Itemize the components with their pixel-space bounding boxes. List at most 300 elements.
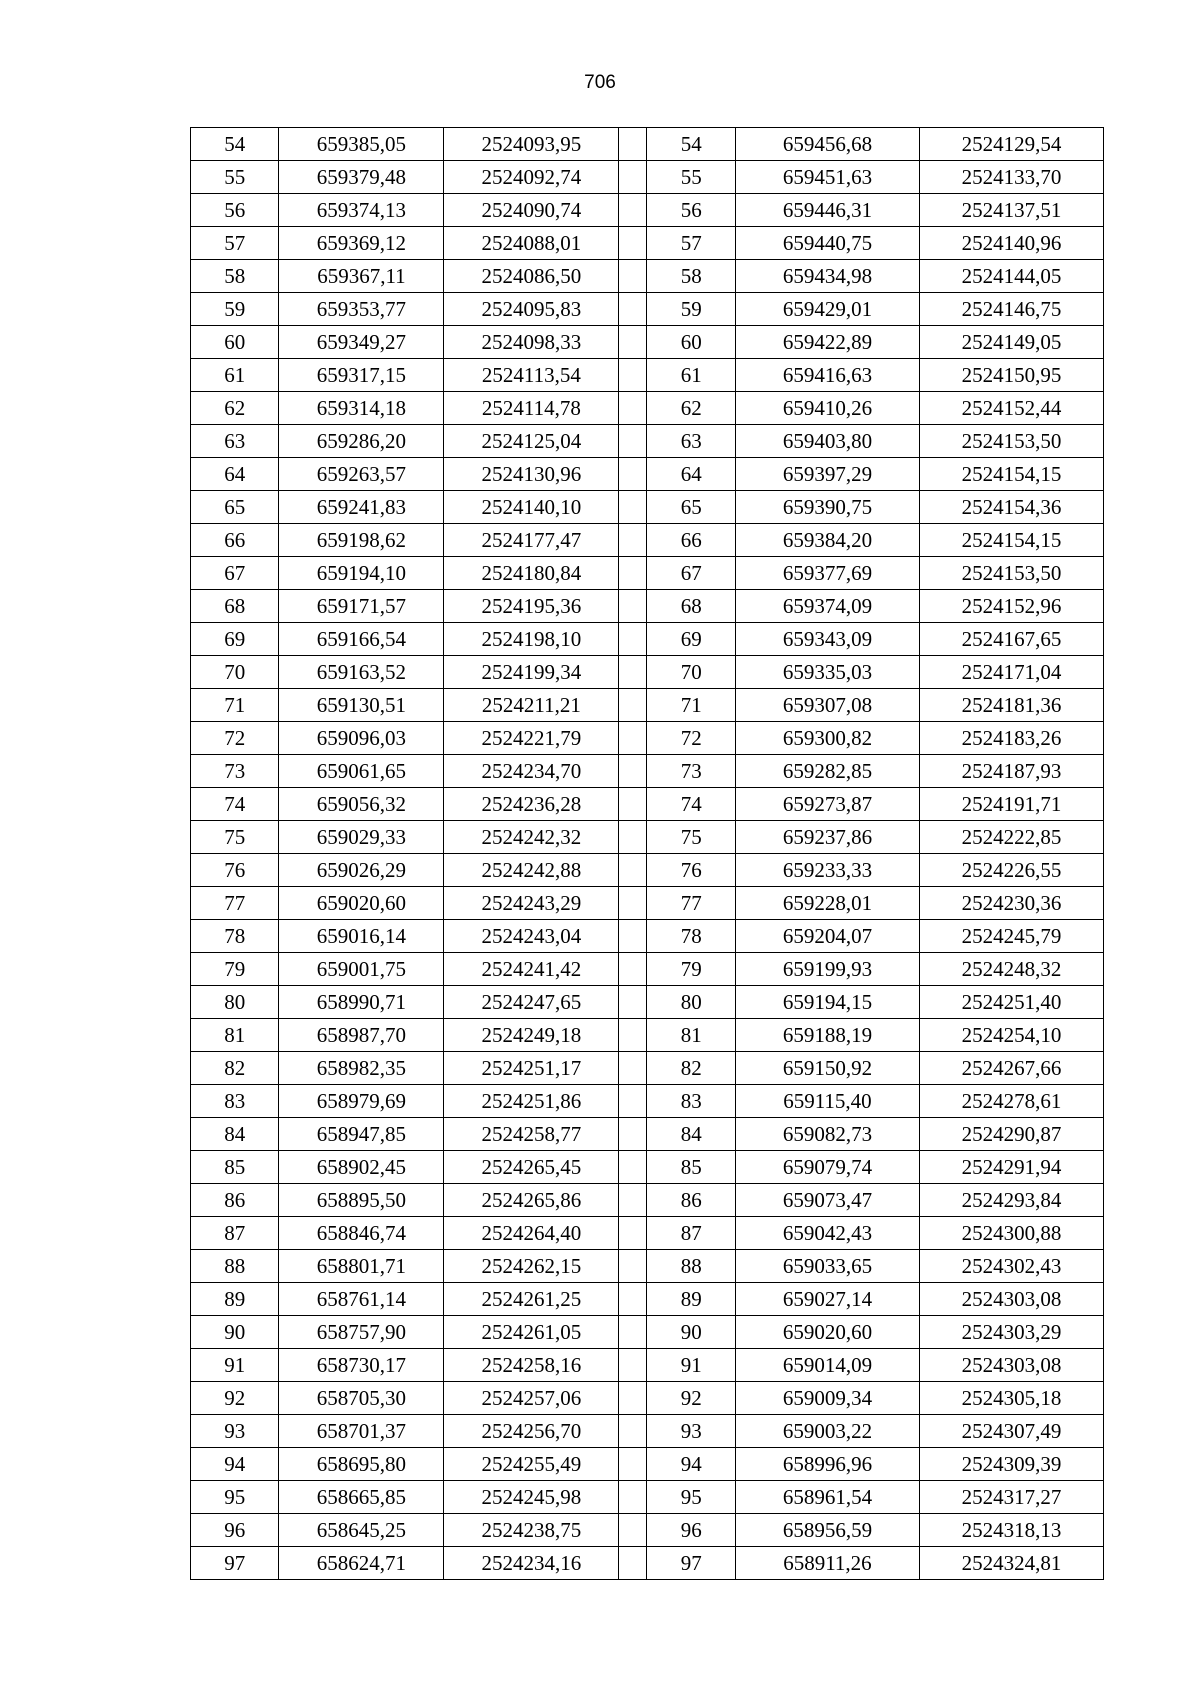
coordinates-table: [190, 127, 1104, 1580]
point-number-left: 58: [191, 260, 279, 293]
point-number-right: 68: [647, 590, 735, 623]
x-coordinate-right: 659199,93: [735, 953, 919, 986]
table-row: [191, 458, 1104, 491]
x-coordinate-left: 658624,71: [279, 1547, 444, 1580]
point-number-right: 75: [647, 821, 735, 854]
point-number-left: 74: [191, 788, 279, 821]
table-row: [191, 524, 1104, 557]
y-coordinate-left: 2524125,04: [444, 425, 619, 458]
x-coordinate-right: 659033,65: [735, 1250, 919, 1283]
x-coordinate-left: 659026,29: [279, 854, 444, 887]
x-coordinate-left: 659056,32: [279, 788, 444, 821]
x-coordinate-left: 658757,90: [279, 1316, 444, 1349]
y-coordinate-left: 2524247,65: [444, 986, 619, 1019]
x-coordinate-left: 659016,14: [279, 920, 444, 953]
y-coordinate-right: 2524303,08: [919, 1349, 1103, 1382]
x-coordinate-left: 659130,51: [279, 689, 444, 722]
y-coordinate-left: 2524242,88: [444, 854, 619, 887]
y-coordinate-left: 2524265,45: [444, 1151, 619, 1184]
spacer-cell: [619, 1283, 647, 1316]
table-row: [191, 953, 1104, 986]
y-coordinate-right: 2524303,29: [919, 1316, 1103, 1349]
table-row: [191, 425, 1104, 458]
x-coordinate-right: 659374,09: [735, 590, 919, 623]
x-coordinate-right: 659014,09: [735, 1349, 919, 1382]
y-coordinate-right: 2524226,55: [919, 854, 1103, 887]
table-row: [191, 1118, 1104, 1151]
y-coordinate-left: 2524090,74: [444, 194, 619, 227]
page-number: 706: [584, 72, 616, 93]
x-coordinate-right: 659384,20: [735, 524, 919, 557]
spacer-cell: [619, 425, 647, 458]
table-row: [191, 1349, 1104, 1382]
y-coordinate-right: 2524245,79: [919, 920, 1103, 953]
x-coordinate-left: 659369,12: [279, 227, 444, 260]
table-row: [191, 755, 1104, 788]
y-coordinate-left: 2524130,96: [444, 458, 619, 491]
y-coordinate-right: 2524191,71: [919, 788, 1103, 821]
point-number-left: 94: [191, 1448, 279, 1481]
y-coordinate-left: 2524251,86: [444, 1085, 619, 1118]
point-number-right: 70: [647, 656, 735, 689]
point-number-left: 79: [191, 953, 279, 986]
table-row: [191, 920, 1104, 953]
point-number-right: 90: [647, 1316, 735, 1349]
spacer-cell: [619, 1415, 647, 1448]
x-coordinate-left: 658846,74: [279, 1217, 444, 1250]
spacer-cell: [619, 491, 647, 524]
x-coordinate-left: 659374,13: [279, 194, 444, 227]
point-number-left: 67: [191, 557, 279, 590]
x-coordinate-right: 659335,03: [735, 656, 919, 689]
spacer-cell: [619, 227, 647, 260]
x-coordinate-right: 658911,26: [735, 1547, 919, 1580]
point-number-left: 57: [191, 227, 279, 260]
table-row: [191, 1481, 1104, 1514]
spacer-cell: [619, 194, 647, 227]
x-coordinate-left: 658730,17: [279, 1349, 444, 1382]
spacer-cell: [619, 887, 647, 920]
x-coordinate-right: 659228,01: [735, 887, 919, 920]
y-coordinate-left: 2524242,32: [444, 821, 619, 854]
point-number-left: 89: [191, 1283, 279, 1316]
x-coordinate-right: 659150,92: [735, 1052, 919, 1085]
point-number-left: 85: [191, 1151, 279, 1184]
x-coordinate-left: 658947,85: [279, 1118, 444, 1151]
x-coordinate-left: 659029,33: [279, 821, 444, 854]
point-number-right: 69: [647, 623, 735, 656]
point-number-left: 82: [191, 1052, 279, 1085]
point-number-right: 95: [647, 1481, 735, 1514]
point-number-left: 96: [191, 1514, 279, 1547]
point-number-right: 56: [647, 194, 735, 227]
x-coordinate-left: 659020,60: [279, 887, 444, 920]
x-coordinate-right: 659410,26: [735, 392, 919, 425]
spacer-cell: [619, 590, 647, 623]
y-coordinate-left: 2524257,06: [444, 1382, 619, 1415]
y-coordinate-left: 2524093,95: [444, 128, 619, 161]
point-number-right: 97: [647, 1547, 735, 1580]
spacer-cell: [619, 326, 647, 359]
point-number-right: 57: [647, 227, 735, 260]
y-coordinate-right: 2524167,65: [919, 623, 1103, 656]
y-coordinate-right: 2524278,61: [919, 1085, 1103, 1118]
point-number-left: 95: [191, 1481, 279, 1514]
y-coordinate-right: 2524153,50: [919, 425, 1103, 458]
table-row: [191, 194, 1104, 227]
y-coordinate-right: 2524133,70: [919, 161, 1103, 194]
x-coordinate-right: 659300,82: [735, 722, 919, 755]
point-number-right: 86: [647, 1184, 735, 1217]
point-number-left: 83: [191, 1085, 279, 1118]
spacer-cell: [619, 788, 647, 821]
point-number-left: 76: [191, 854, 279, 887]
spacer-cell: [619, 1184, 647, 1217]
table-row: [191, 392, 1104, 425]
y-coordinate-right: 2524152,44: [919, 392, 1103, 425]
spacer-cell: [619, 458, 647, 491]
point-number-right: 65: [647, 491, 735, 524]
x-coordinate-right: 659390,75: [735, 491, 919, 524]
spacer-cell: [619, 128, 647, 161]
y-coordinate-left: 2524236,28: [444, 788, 619, 821]
point-number-right: 66: [647, 524, 735, 557]
spacer-cell: [619, 623, 647, 656]
y-coordinate-left: 2524245,98: [444, 1481, 619, 1514]
y-coordinate-left: 2524258,77: [444, 1118, 619, 1151]
y-coordinate-left: 2524264,40: [444, 1217, 619, 1250]
x-coordinate-right: 659027,14: [735, 1283, 919, 1316]
point-number-left: 59: [191, 293, 279, 326]
x-coordinate-right: 659273,87: [735, 788, 919, 821]
point-number-right: 78: [647, 920, 735, 953]
point-number-left: 77: [191, 887, 279, 920]
y-coordinate-left: 2524114,78: [444, 392, 619, 425]
y-coordinate-right: 2524248,32: [919, 953, 1103, 986]
x-coordinate-right: 659073,47: [735, 1184, 919, 1217]
x-coordinate-left: 658895,50: [279, 1184, 444, 1217]
x-coordinate-right: 659403,80: [735, 425, 919, 458]
table-row: [191, 689, 1104, 722]
x-coordinate-left: 659286,20: [279, 425, 444, 458]
y-coordinate-right: 2524317,27: [919, 1481, 1103, 1514]
y-coordinate-right: 2524254,10: [919, 1019, 1103, 1052]
x-coordinate-left: 658801,71: [279, 1250, 444, 1283]
x-coordinate-right: 658956,59: [735, 1514, 919, 1547]
point-number-right: 81: [647, 1019, 735, 1052]
spacer-cell: [619, 1382, 647, 1415]
point-number-right: 58: [647, 260, 735, 293]
y-coordinate-right: 2524144,05: [919, 260, 1103, 293]
spacer-cell: [619, 1547, 647, 1580]
table-row: [191, 788, 1104, 821]
y-coordinate-right: 2524300,88: [919, 1217, 1103, 1250]
y-coordinate-left: 2524095,83: [444, 293, 619, 326]
y-coordinate-right: 2524290,87: [919, 1118, 1103, 1151]
point-number-left: 70: [191, 656, 279, 689]
spacer-cell: [619, 1448, 647, 1481]
x-coordinate-right: 659422,89: [735, 326, 919, 359]
point-number-left: 97: [191, 1547, 279, 1580]
spacer-cell: [619, 1316, 647, 1349]
point-number-left: 66: [191, 524, 279, 557]
x-coordinate-left: 659194,10: [279, 557, 444, 590]
point-number-left: 64: [191, 458, 279, 491]
x-coordinate-right: 659020,60: [735, 1316, 919, 1349]
spacer-cell: [619, 1118, 647, 1151]
point-number-left: 56: [191, 194, 279, 227]
x-coordinate-right: 658961,54: [735, 1481, 919, 1514]
y-coordinate-right: 2524324,81: [919, 1547, 1103, 1580]
y-coordinate-left: 2524198,10: [444, 623, 619, 656]
y-coordinate-right: 2524187,93: [919, 755, 1103, 788]
point-number-right: 63: [647, 425, 735, 458]
y-coordinate-left: 2524265,86: [444, 1184, 619, 1217]
y-coordinate-right: 2524152,96: [919, 590, 1103, 623]
y-coordinate-left: 2524261,25: [444, 1283, 619, 1316]
y-coordinate-left: 2524243,04: [444, 920, 619, 953]
table-row: [191, 722, 1104, 755]
spacer-cell: [619, 821, 647, 854]
x-coordinate-right: 658996,96: [735, 1448, 919, 1481]
x-coordinate-left: 658979,69: [279, 1085, 444, 1118]
spacer-cell: [619, 293, 647, 326]
y-coordinate-left: 2524261,05: [444, 1316, 619, 1349]
y-coordinate-right: 2524309,39: [919, 1448, 1103, 1481]
table-row: [191, 656, 1104, 689]
y-coordinate-right: 2524154,15: [919, 458, 1103, 491]
spacer-cell: [619, 1349, 647, 1382]
point-number-right: 73: [647, 755, 735, 788]
y-coordinate-left: 2524241,42: [444, 953, 619, 986]
x-coordinate-left: 658902,45: [279, 1151, 444, 1184]
x-coordinate-right: 659282,85: [735, 755, 919, 788]
y-coordinate-left: 2524221,79: [444, 722, 619, 755]
x-coordinate-left: 659314,18: [279, 392, 444, 425]
y-coordinate-right: 2524153,50: [919, 557, 1103, 590]
y-coordinate-left: 2524098,33: [444, 326, 619, 359]
x-coordinate-right: 659434,98: [735, 260, 919, 293]
point-number-right: 83: [647, 1085, 735, 1118]
spacer-cell: [619, 1019, 647, 1052]
spacer-cell: [619, 986, 647, 1019]
y-coordinate-right: 2524267,66: [919, 1052, 1103, 1085]
x-coordinate-left: 658705,30: [279, 1382, 444, 1415]
y-coordinate-left: 2524256,70: [444, 1415, 619, 1448]
y-coordinate-left: 2524113,54: [444, 359, 619, 392]
point-number-left: 92: [191, 1382, 279, 1415]
x-coordinate-left: 659061,65: [279, 755, 444, 788]
x-coordinate-left: 659379,48: [279, 161, 444, 194]
x-coordinate-right: 659451,63: [735, 161, 919, 194]
y-coordinate-left: 2524238,75: [444, 1514, 619, 1547]
table-row: [191, 821, 1104, 854]
x-coordinate-left: 658761,14: [279, 1283, 444, 1316]
x-coordinate-left: 658665,85: [279, 1481, 444, 1514]
y-coordinate-right: 2524303,08: [919, 1283, 1103, 1316]
x-coordinate-right: 659237,86: [735, 821, 919, 854]
x-coordinate-right: 659115,40: [735, 1085, 919, 1118]
y-coordinate-right: 2524154,15: [919, 524, 1103, 557]
point-number-right: 89: [647, 1283, 735, 1316]
point-number-right: 94: [647, 1448, 735, 1481]
point-number-left: 81: [191, 1019, 279, 1052]
spacer-cell: [619, 1151, 647, 1184]
x-coordinate-left: 659385,05: [279, 128, 444, 161]
point-number-left: 69: [191, 623, 279, 656]
x-coordinate-left: 658645,25: [279, 1514, 444, 1547]
y-coordinate-right: 2524251,40: [919, 986, 1103, 1019]
spacer-cell: [619, 1514, 647, 1547]
point-number-right: 71: [647, 689, 735, 722]
point-number-left: 54: [191, 128, 279, 161]
spacer-cell: [619, 260, 647, 293]
x-coordinate-right: 659456,68: [735, 128, 919, 161]
y-coordinate-right: 2524302,43: [919, 1250, 1103, 1283]
table-row: [191, 227, 1104, 260]
y-coordinate-left: 2524086,50: [444, 260, 619, 293]
point-number-right: 74: [647, 788, 735, 821]
y-coordinate-left: 2524234,70: [444, 755, 619, 788]
y-coordinate-left: 2524255,49: [444, 1448, 619, 1481]
y-coordinate-right: 2524137,51: [919, 194, 1103, 227]
y-coordinate-right: 2524230,36: [919, 887, 1103, 920]
x-coordinate-right: 659079,74: [735, 1151, 919, 1184]
y-coordinate-left: 2524195,36: [444, 590, 619, 623]
point-number-right: 67: [647, 557, 735, 590]
x-coordinate-left: 659263,57: [279, 458, 444, 491]
point-number-right: 77: [647, 887, 735, 920]
y-coordinate-right: 2524171,04: [919, 656, 1103, 689]
point-number-right: 72: [647, 722, 735, 755]
x-coordinate-left: 659367,11: [279, 260, 444, 293]
spacer-cell: [619, 920, 647, 953]
table-row: [191, 1547, 1104, 1580]
y-coordinate-left: 2524092,74: [444, 161, 619, 194]
y-coordinate-right: 2524291,94: [919, 1151, 1103, 1184]
x-coordinate-left: 659163,52: [279, 656, 444, 689]
x-coordinate-right: 659416,63: [735, 359, 919, 392]
x-coordinate-left: 659349,27: [279, 326, 444, 359]
y-coordinate-right: 2524146,75: [919, 293, 1103, 326]
y-coordinate-left: 2524251,17: [444, 1052, 619, 1085]
y-coordinate-left: 2524258,16: [444, 1349, 619, 1382]
point-number-left: 72: [191, 722, 279, 755]
spacer-cell: [619, 755, 647, 788]
table-row: [191, 1250, 1104, 1283]
x-coordinate-left: 659096,03: [279, 722, 444, 755]
spacer-cell: [619, 1481, 647, 1514]
table-row: [191, 1316, 1104, 1349]
x-coordinate-right: 659194,15: [735, 986, 919, 1019]
table-row: [191, 986, 1104, 1019]
x-coordinate-right: 659233,33: [735, 854, 919, 887]
y-coordinate-left: 2524234,16: [444, 1547, 619, 1580]
x-coordinate-left: 658982,35: [279, 1052, 444, 1085]
point-number-right: 87: [647, 1217, 735, 1250]
point-number-right: 61: [647, 359, 735, 392]
x-coordinate-right: 659446,31: [735, 194, 919, 227]
x-coordinate-left: 659353,77: [279, 293, 444, 326]
x-coordinate-right: 659440,75: [735, 227, 919, 260]
point-number-left: 78: [191, 920, 279, 953]
y-coordinate-right: 2524150,95: [919, 359, 1103, 392]
y-coordinate-left: 2524180,84: [444, 557, 619, 590]
point-number-right: 88: [647, 1250, 735, 1283]
x-coordinate-right: 659042,43: [735, 1217, 919, 1250]
point-number-left: 61: [191, 359, 279, 392]
x-coordinate-left: 659166,54: [279, 623, 444, 656]
spacer-cell: [619, 1217, 647, 1250]
table-row: [191, 623, 1104, 656]
y-coordinate-right: 2524154,36: [919, 491, 1103, 524]
x-coordinate-left: 658695,80: [279, 1448, 444, 1481]
y-coordinate-right: 2524129,54: [919, 128, 1103, 161]
table-row: [191, 1151, 1104, 1184]
x-coordinate-right: 659429,01: [735, 293, 919, 326]
point-number-right: 93: [647, 1415, 735, 1448]
point-number-left: 84: [191, 1118, 279, 1151]
y-coordinate-right: 2524149,05: [919, 326, 1103, 359]
spacer-cell: [619, 557, 647, 590]
table-row: [191, 260, 1104, 293]
table-row: [191, 1217, 1104, 1250]
table-row: [191, 491, 1104, 524]
point-number-right: 62: [647, 392, 735, 425]
table-row: [191, 326, 1104, 359]
x-coordinate-right: 659307,08: [735, 689, 919, 722]
coordinates-table-body: [191, 128, 1104, 1580]
point-number-right: 80: [647, 986, 735, 1019]
y-coordinate-right: 2524305,18: [919, 1382, 1103, 1415]
point-number-right: 84: [647, 1118, 735, 1151]
table-row: [191, 1415, 1104, 1448]
point-number-right: 59: [647, 293, 735, 326]
table-row: [191, 1184, 1104, 1217]
table-row: [191, 887, 1104, 920]
x-coordinate-left: 659001,75: [279, 953, 444, 986]
point-number-left: 86: [191, 1184, 279, 1217]
point-number-right: 54: [647, 128, 735, 161]
spacer-cell: [619, 953, 647, 986]
point-number-right: 92: [647, 1382, 735, 1415]
spacer-cell: [619, 689, 647, 722]
point-number-left: 65: [191, 491, 279, 524]
y-coordinate-right: 2524183,26: [919, 722, 1103, 755]
point-number-left: 80: [191, 986, 279, 1019]
point-number-left: 60: [191, 326, 279, 359]
point-number-right: 79: [647, 953, 735, 986]
table-row: [191, 128, 1104, 161]
y-coordinate-right: 2524222,85: [919, 821, 1103, 854]
y-coordinate-right: 2524140,96: [919, 227, 1103, 260]
point-number-right: 55: [647, 161, 735, 194]
x-coordinate-right: 659377,69: [735, 557, 919, 590]
x-coordinate-left: 659317,15: [279, 359, 444, 392]
point-number-right: 96: [647, 1514, 735, 1547]
table-row: [191, 557, 1104, 590]
spacer-cell: [619, 359, 647, 392]
table-row: [191, 359, 1104, 392]
table-row: [191, 1085, 1104, 1118]
x-coordinate-right: 659188,19: [735, 1019, 919, 1052]
point-number-left: 71: [191, 689, 279, 722]
y-coordinate-right: 2524293,84: [919, 1184, 1103, 1217]
table-row: [191, 293, 1104, 326]
spacer-cell: [619, 392, 647, 425]
point-number-right: 91: [647, 1349, 735, 1382]
table-row: [191, 1382, 1104, 1415]
